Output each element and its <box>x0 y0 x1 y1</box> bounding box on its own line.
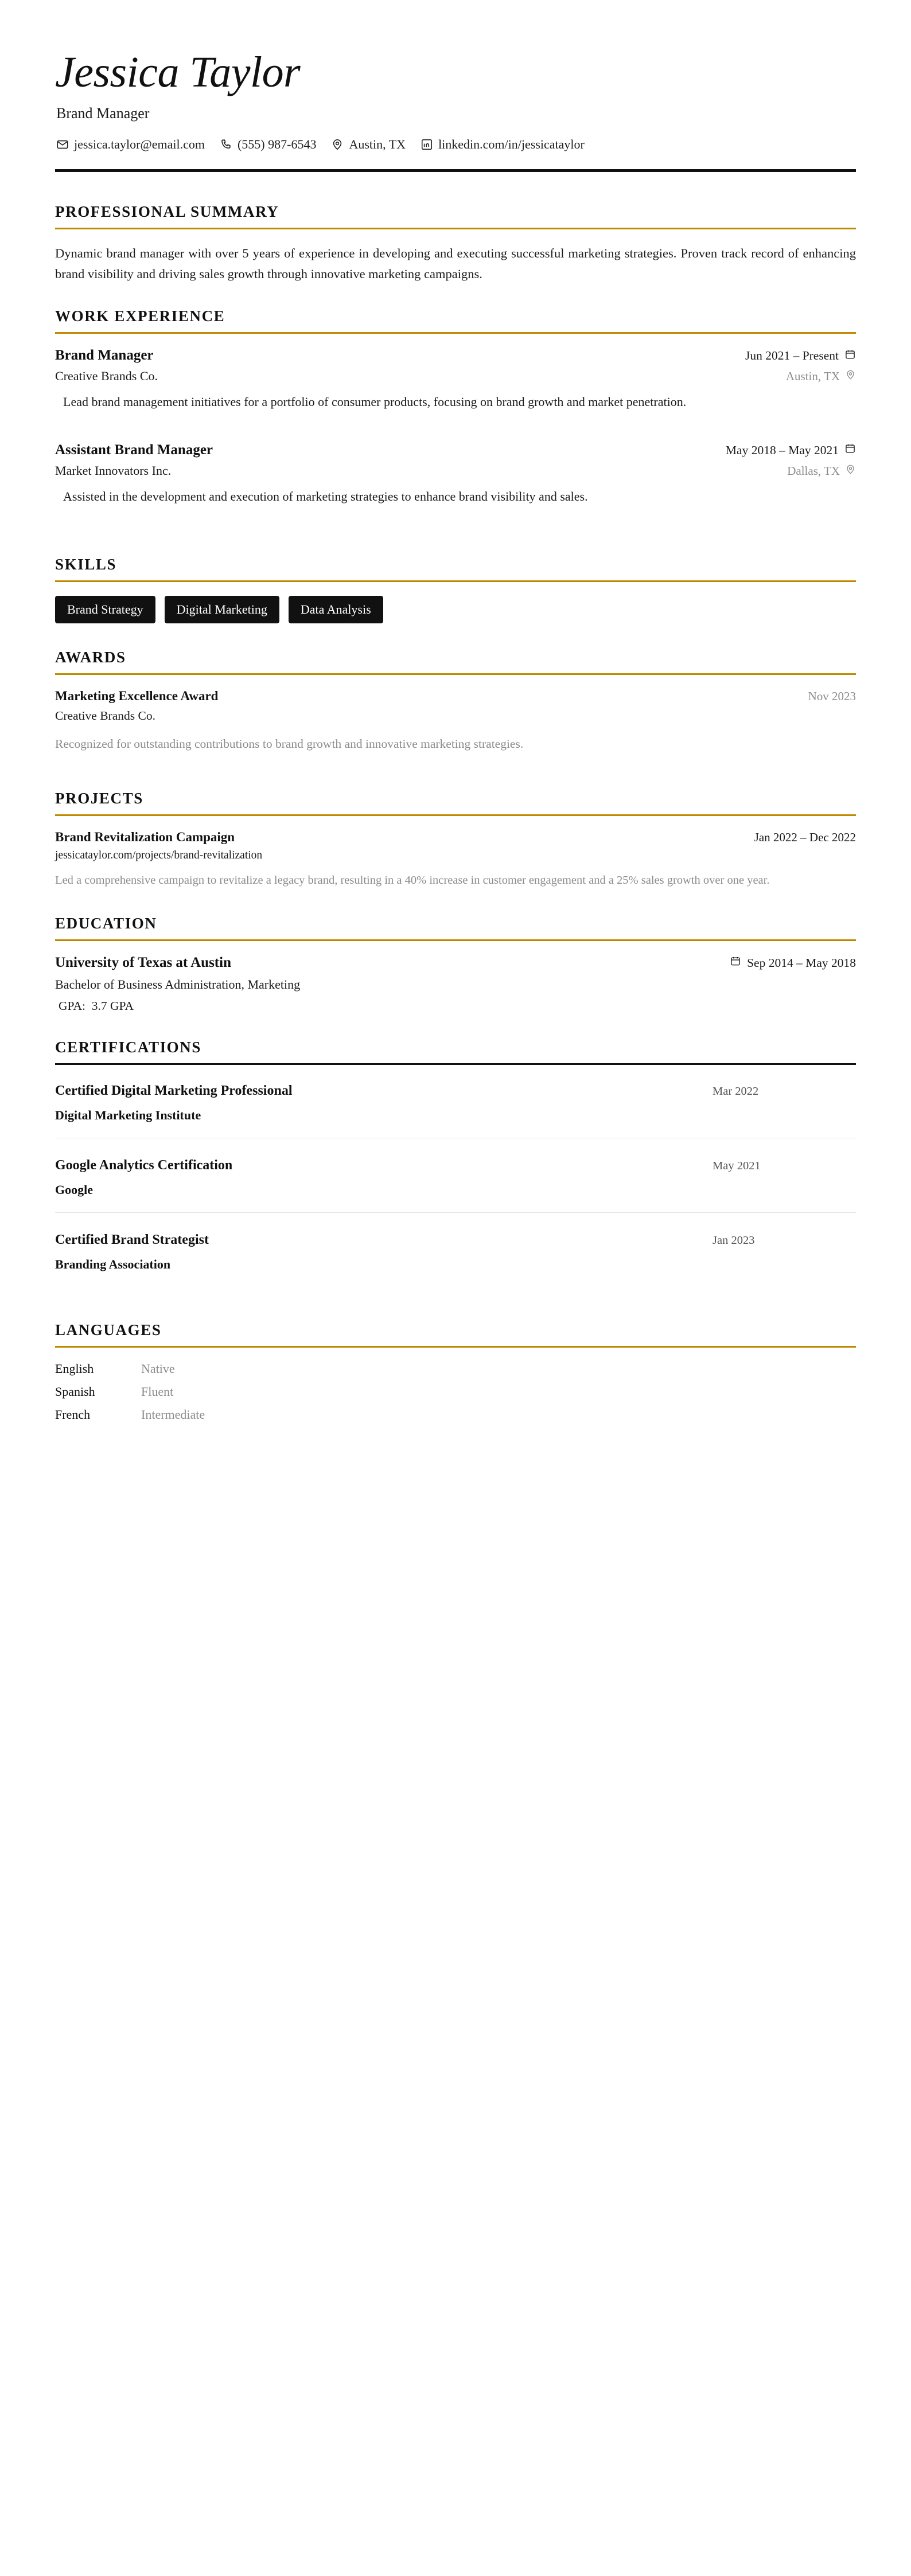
calendar-icon <box>730 955 741 970</box>
language-item <box>55 1361 856 1376</box>
award-head <box>55 689 856 704</box>
section-certifications <box>55 1039 856 1287</box>
candidate-name: Jessica Taylor <box>55 48 301 96</box>
language-item <box>55 1384 856 1399</box>
section-rule-certifications <box>55 1063 856 1065</box>
experience-dates-text: May 2018 – May 2021 <box>725 443 839 457</box>
experience-item <box>55 348 856 412</box>
contact-email[interactable] <box>56 137 205 152</box>
language-name: Spanish <box>55 1384 95 1399</box>
experience-company: Market Innovators Inc. <box>55 463 172 478</box>
summary-text: Dynamic brand manager with over 5 years of experience in developing and executing successful marketing strategies. Proven track record of enhancing brand visibility and driving sales growth through innovative marketing campaigns. <box>55 245 856 281</box>
experience-location <box>787 464 856 478</box>
spacer <box>55 1302 856 1321</box>
experience-item <box>55 442 856 506</box>
calendar-icon <box>844 443 856 458</box>
section-rule-education <box>55 939 856 941</box>
experience-subrow <box>55 369 856 384</box>
project-link[interactable]: jessicataylor.com/projects/brand-revitalization <box>55 849 263 861</box>
language-level: Intermediate <box>141 1407 205 1422</box>
map-pin-icon <box>845 369 856 384</box>
experience-subrow <box>55 463 856 478</box>
section-title-certifications: CERTIFICATIONS <box>55 1039 201 1056</box>
language-level: Fluent <box>141 1384 174 1399</box>
map-pin-icon <box>845 464 856 478</box>
experience-description: Assisted in the development and execution of marketing strategies to enhance brand visibility and sales. <box>63 489 588 504</box>
language-level: Native <box>141 1361 175 1376</box>
certification-issuer: Google <box>55 1182 93 1197</box>
certification-name: Certified Digital Marketing Professional <box>55 1083 293 1099</box>
certification-date: Mar 2022 <box>713 1085 759 1098</box>
section-work-experience <box>55 307 856 506</box>
award-item <box>55 689 856 754</box>
skill-chip: Digital Marketing <box>165 596 279 623</box>
certification-date: May 2021 <box>713 1160 761 1173</box>
section-rule-summary <box>55 228 856 229</box>
section-title-awards: AWARDS <box>55 649 126 666</box>
section-professional-summary <box>55 203 856 285</box>
award-description: Recognized for outstanding contributions to brand growth and innovative marketing strategies. <box>55 737 524 751</box>
experience-head <box>55 348 856 364</box>
certification-date: Jan 2023 <box>713 1234 755 1247</box>
certification-item <box>55 1153 856 1213</box>
award-issuer: Creative Brands Co. <box>55 709 155 723</box>
spacer <box>55 895 856 915</box>
section-rule-experience <box>55 332 856 334</box>
contact-location-text: Austin, TX <box>349 136 406 151</box>
experience-role: Assistant Brand Manager <box>55 442 213 458</box>
section-rule-projects <box>55 814 856 816</box>
contact-email-text: jessica.taylor@email.com <box>74 136 205 151</box>
project-description: Led a comprehensive campaign to revitalize a legacy brand, resulting in a 40% increase in customer engagement and a 25% sales growth over one year. <box>55 873 770 887</box>
skill-chip: Data Analysis <box>289 596 383 623</box>
calendar-icon <box>844 349 856 364</box>
phone-icon <box>220 138 232 151</box>
spacer <box>55 1019 856 1039</box>
section-title-experience: WORK EXPERIENCE <box>55 307 225 325</box>
contact-location <box>331 137 406 152</box>
envelope-icon <box>56 138 69 151</box>
certification-name: Certified Brand Strategist <box>55 1232 209 1248</box>
education-item <box>55 955 856 1013</box>
certification-head <box>55 1158 856 1173</box>
contact-linkedin-text: linkedin.com/in/jessicataylor <box>438 136 585 151</box>
project-name: Brand Revitalization Campaign <box>55 829 235 844</box>
skill-chip: Brand Strategy <box>55 596 155 623</box>
certification-head <box>55 1083 856 1099</box>
contact-linkedin[interactable] <box>421 137 585 152</box>
experience-dates <box>745 349 856 364</box>
certification-issuer: Digital Marketing Institute <box>55 1108 201 1123</box>
experience-company: Creative Brands Co. <box>55 369 158 384</box>
education-dates <box>730 955 856 970</box>
skills-list <box>55 596 856 623</box>
section-title-projects: PROJECTS <box>55 789 143 807</box>
certification-item <box>55 1079 856 1138</box>
map-pin-icon <box>331 138 344 151</box>
certification-head <box>55 1232 856 1248</box>
certification-item <box>55 1228 856 1287</box>
experience-head <box>55 442 856 458</box>
section-rule-awards <box>55 673 856 675</box>
experience-dates <box>726 443 856 458</box>
experience-dates-text: Jun 2021 – Present <box>745 349 839 363</box>
spacer <box>55 432 856 442</box>
experience-role: Brand Manager <box>55 348 154 364</box>
award-date: Nov 2023 <box>808 689 856 704</box>
education-school: University of Texas at Austin <box>55 955 231 971</box>
project-head <box>55 830 856 845</box>
spacer <box>55 760 856 790</box>
language-name: English <box>55 1361 94 1376</box>
education-head <box>55 955 856 971</box>
section-title-education: EDUCATION <box>55 915 157 932</box>
section-skills <box>55 556 856 623</box>
experience-location-text: Dallas, TX <box>787 463 840 478</box>
education-gpa-value: 3.7 GPA <box>91 999 134 1013</box>
education-dates-text: Sep 2014 – May 2018 <box>747 955 856 970</box>
certification-issuer: Branding Association <box>55 1257 171 1272</box>
contact-phone-text: (555) 987-6543 <box>237 136 317 151</box>
contact-phone[interactable] <box>220 137 316 152</box>
section-title-languages: LANGUAGES <box>55 1321 162 1339</box>
section-languages <box>55 1321 856 1422</box>
education-gpa-label: GPA: <box>59 999 86 1013</box>
section-rule-skills <box>55 580 856 582</box>
section-title-skills: SKILLS <box>55 555 117 573</box>
candidate-headline: Brand Manager <box>56 104 150 122</box>
language-item <box>55 1407 856 1422</box>
section-awards <box>55 649 856 754</box>
language-name: French <box>55 1407 91 1422</box>
linkedin-icon <box>421 138 433 151</box>
experience-description: Lead brand management initiatives for a portfolio of consumer products, focusing on brand growth and market penetration. <box>63 395 687 409</box>
project-dates: Jan 2022 – Dec 2022 <box>754 830 856 844</box>
experience-location <box>786 369 856 384</box>
project-item <box>55 830 856 890</box>
section-title-summary: PROFESSIONAL SUMMARY <box>55 202 279 220</box>
education-degree: Bachelor of Business Administration, Marketing <box>55 977 301 992</box>
section-projects <box>55 790 856 890</box>
spacer <box>55 526 856 556</box>
education-gpa <box>55 999 856 1013</box>
page-bottom-space <box>55 1430 856 1855</box>
resume-header <box>55 49 856 172</box>
certification-name: Google Analytics Certification <box>55 1158 233 1173</box>
header-divider <box>55 169 856 172</box>
section-education <box>55 915 856 1013</box>
award-name: Marketing Excellence Award <box>55 689 219 704</box>
experience-location-text: Austin, TX <box>785 369 840 384</box>
section-rule-languages <box>55 1346 856 1348</box>
contact-row <box>56 137 856 152</box>
